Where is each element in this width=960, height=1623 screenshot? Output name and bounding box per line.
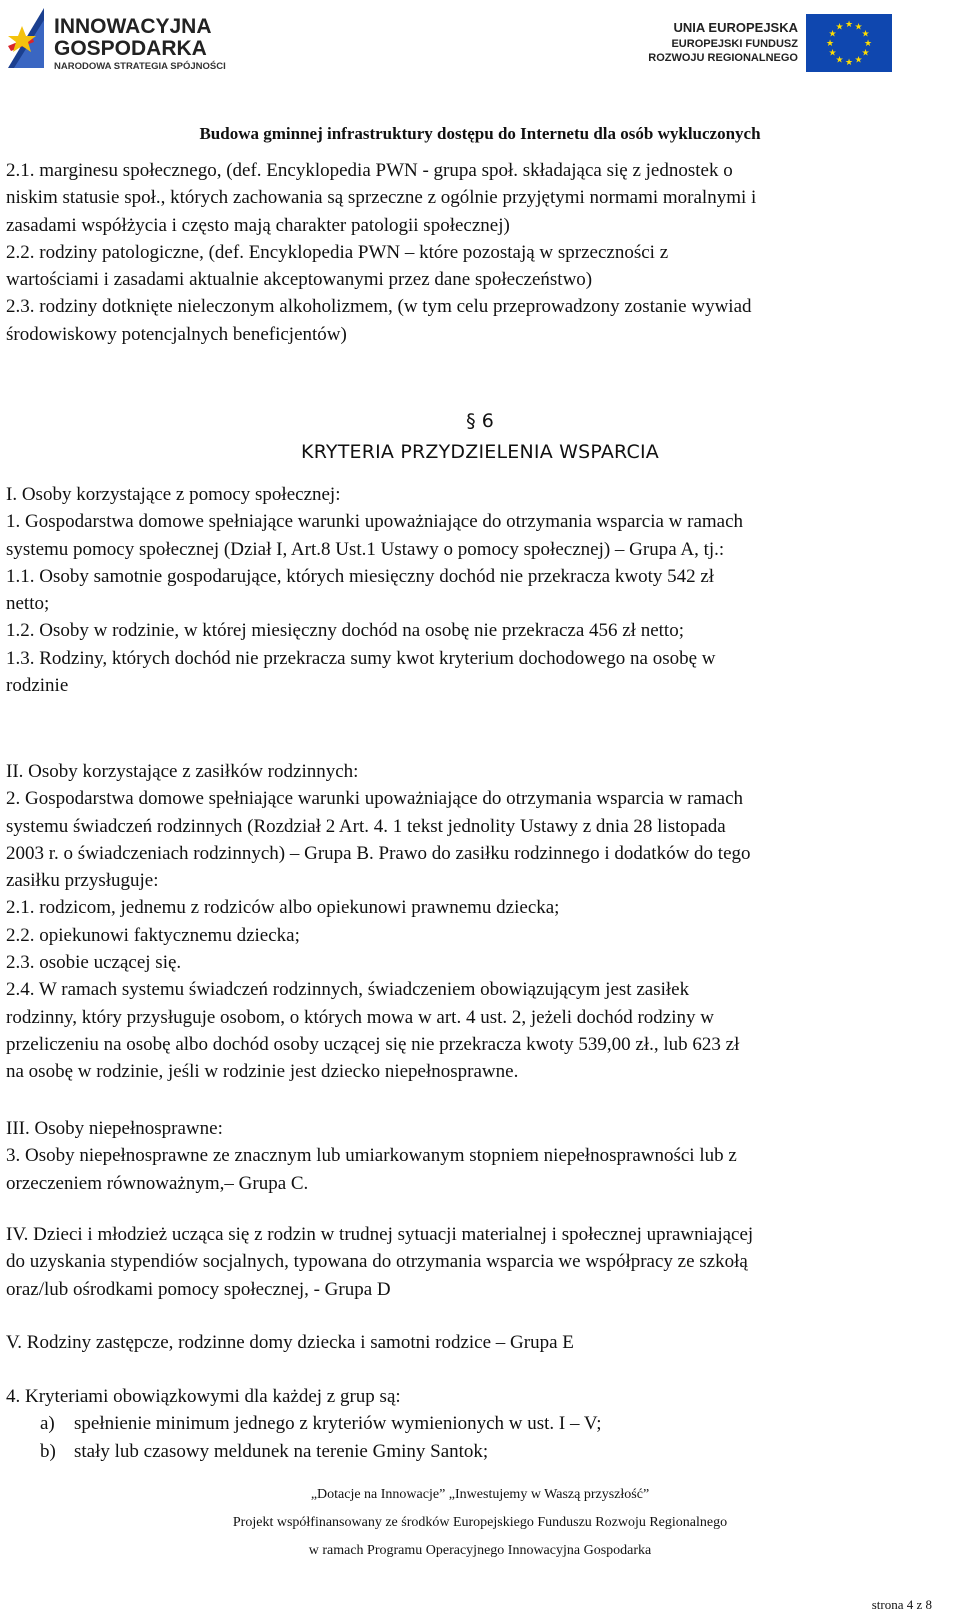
text-line: 1.1. Osoby samotnie gospodarujące, których miesięczny dochód nie przekracza kwoty 542 zł — [6, 565, 715, 587]
text-line: II. Osoby korzystające z zasiłków rodzinnych: — [6, 761, 359, 782]
text-line: 2.4. W ramach systemu świadczeń rodzinnych, świadczeniem obowiązującym jest zasiłek — [6, 979, 690, 1001]
text-line: 1.2. Osoby w rodzinie, w której miesięczny dochód na osobę nie przekracza 456 zł netto; — [6, 620, 684, 642]
list-marker: b) — [40, 1440, 56, 1462]
text-line: oraz/lub ośrodkami pomocy społecznej, - Grupa D — [6, 1278, 391, 1300]
footer-slogan: „Dotacje na Innowacje” „Inwestujemy w Waszą przyszłość” — [310, 1487, 650, 1502]
text-line: I. Osoby korzystające z pomocy społecznej: — [6, 484, 341, 505]
eu-star-icon: ★ — [825, 38, 835, 48]
text-line: rodzinny, który przysługuje osobom, o których mowa w art. 4 ust. 2, jeżeli dochód rodziny w — [6, 1006, 714, 1028]
eu-star-icon: ★ — [863, 38, 873, 48]
eu-star-icon: ★ — [854, 21, 863, 32]
section-heading: KRYTERIA PRZYDZIELENIA WSPARCIA — [301, 441, 659, 463]
text-line: wartościami i zasadami aktualnie akceptowanymi przez dane społeczeństwo) — [6, 269, 593, 291]
eu-text-line1: UNIA EUROPEJSKA — [673, 20, 798, 35]
unia-europejska-logo — [648, 14, 916, 76]
paragraph-section-I — [6, 481, 954, 699]
paragraph-criteria — [6, 1383, 954, 1465]
list-item — [6, 1410, 954, 1437]
text-line: netto; — [6, 593, 50, 615]
paragraph-group-2 — [6, 157, 954, 348]
text-line: 3. Osoby niepełnosprawne ze znacznym lub umiarkowanym stopniem niepełnosprawności lub z — [6, 1145, 737, 1167]
logo-text-line3: NARODOWA STRATEGIA SPÓJNOŚCI — [54, 61, 226, 72]
eu-star-icon: ★ — [844, 57, 854, 67]
list-item — [6, 1438, 954, 1465]
footer-program: w ramach Programu Operacyjnego Innowacyjna Gospodarka — [308, 1543, 652, 1558]
text-line: III. Osoby niepełnosprawne: — [6, 1118, 223, 1139]
logo-text-line1: INNOWACYJNA — [54, 15, 212, 38]
paragraph-section-III — [6, 1115, 954, 1197]
section-number: § 6 — [466, 410, 494, 432]
text-line: 4. Kryteriami obowiązkowymi dla każdej z grup są: — [6, 1386, 401, 1407]
text-line: środowiskowy potencjalnych beneficjentów) — [6, 323, 347, 345]
paragraph-section-II — [6, 758, 954, 1086]
eu-star-icon: ★ — [835, 21, 844, 32]
text-line: 2. Gospodarstwa domowe spełniające warunki upoważniające do otrzymania wsparcia w ramach — [6, 788, 744, 810]
text-line: 2.3. rodziny dotknięte nieleczonym alkoholizmem, (w tym celu przeprowadzony zostanie wywiad — [6, 296, 752, 318]
text-line: systemu pomocy społecznej (Dział I, Art.8 Ust.1 Ustawy o pomocy społecznej) – Grupa A, tj.: — [6, 538, 725, 560]
text-line: IV. Dzieci i młodzież ucząca się z rodzin w trudnej sytuacji materialnej i społecznej uprawniającej — [6, 1224, 754, 1245]
text-line: zasadami współżycia i często mają charakter patologii społecznej) — [6, 214, 510, 236]
text-line: 2.2. opiekunowi faktycznemu dziecka; — [6, 924, 300, 946]
eu-star-icon: ★ — [861, 47, 870, 58]
text-line: 1. Gospodarstwa domowe spełniające warunki upoważniające do otrzymania wsparcia w ramach — [6, 511, 744, 533]
text-line: przeliczeniu na osobę albo dochód osoby uczącej się nie przekracza kwoty 539,00 zł., lub 623 zł — [6, 1033, 740, 1055]
text-line: do uzyskania stypendiów socjalnych, typowana do otrzymania wsparcia we współpracy ze szkołą — [6, 1251, 748, 1273]
eu-text-line3: ROZWOJU REGIONALNEGO — [648, 52, 798, 64]
text-line: systemu świadczeń rodzinnych (Rozdział 2 Art. 4. 1 tekst jednolity Ustawy z dnia 28 listopada — [6, 815, 726, 837]
text-line: 1.3. Rodziny, których dochód nie przekracza sumy kwot kryterium dochodowego na osobę w — [6, 647, 716, 669]
text-line: 2.3. osobie uczącej się. — [6, 952, 182, 974]
text-line: 2.1. rodzicom, jednemu z rodziców albo opiekunowi prawnemu dziecka; — [6, 897, 560, 919]
eu-star-icon: ★ — [861, 28, 870, 39]
eu-star-icon: ★ — [835, 54, 844, 65]
list-item-text: spełnienie minimum jednego z kryteriów wymienionych w ust. I – V; — [74, 1413, 602, 1435]
text-line: zasiłku przysługuje: — [6, 870, 159, 892]
list-item-text: stały lub czasowy meldunek na terenie Gminy Santok; — [74, 1440, 489, 1462]
eu-star-icon: ★ — [854, 54, 863, 65]
text-line: V. Rodziny zastępcze, rodzinne domy dziecka i samotni rodzice – Grupa E — [6, 1332, 574, 1353]
logo-text-line2: GOSPODARKA — [54, 37, 207, 60]
innowacyjna-gospodarka-logo — [8, 6, 298, 76]
paragraph-section-IV — [6, 1221, 954, 1303]
eu-star-icon: ★ — [844, 19, 854, 29]
document-title: Budowa gminnej infrastruktury dostępu do Internetu dla osób wykluczonych — [199, 124, 761, 143]
page-header — [0, 0, 960, 115]
footer-cofinancing: Projekt współfinansowany ze środków Europejskiego Funduszu Rozwoju Regionalnego — [232, 1515, 728, 1530]
list-marker: a) — [40, 1413, 55, 1435]
text-line: 2.2. rodziny patologiczne, (def. Encyklopedia PWN – które pozostają w sprzeczności z — [6, 241, 669, 263]
text-line: na osobę w rodzinie, jeśli w rodzinie jest dziecko niepełnosprawne. — [6, 1061, 519, 1083]
page-number: strona 4 z 8 — [871, 1597, 932, 1612]
text-line: 2.1. marginesu społecznego, (def. Encyklopedia PWN - grupa społ. składająca się z jednostek o — [6, 160, 733, 181]
paragraph-section-V — [6, 1329, 954, 1356]
eu-text-line2: EUROPEJSKI FUNDUSZ — [671, 38, 798, 50]
text-line: orzeczeniem równoważnym,– Grupa C. — [6, 1172, 309, 1194]
text-line: 2003 r. o świadczeniach rodzinnych) – Grupa B. Prawo do zasiłku rodzinnego i dodatków do tego — [6, 842, 751, 864]
eu-star-icon: ★ — [828, 28, 837, 39]
text-line: rodzinie — [6, 675, 69, 697]
text-line: niskim statusie społ., których zachowania są sprzeczne z ogólnie przyjętymi normami moralnymi i — [6, 187, 757, 209]
eu-star-icon: ★ — [828, 47, 837, 58]
